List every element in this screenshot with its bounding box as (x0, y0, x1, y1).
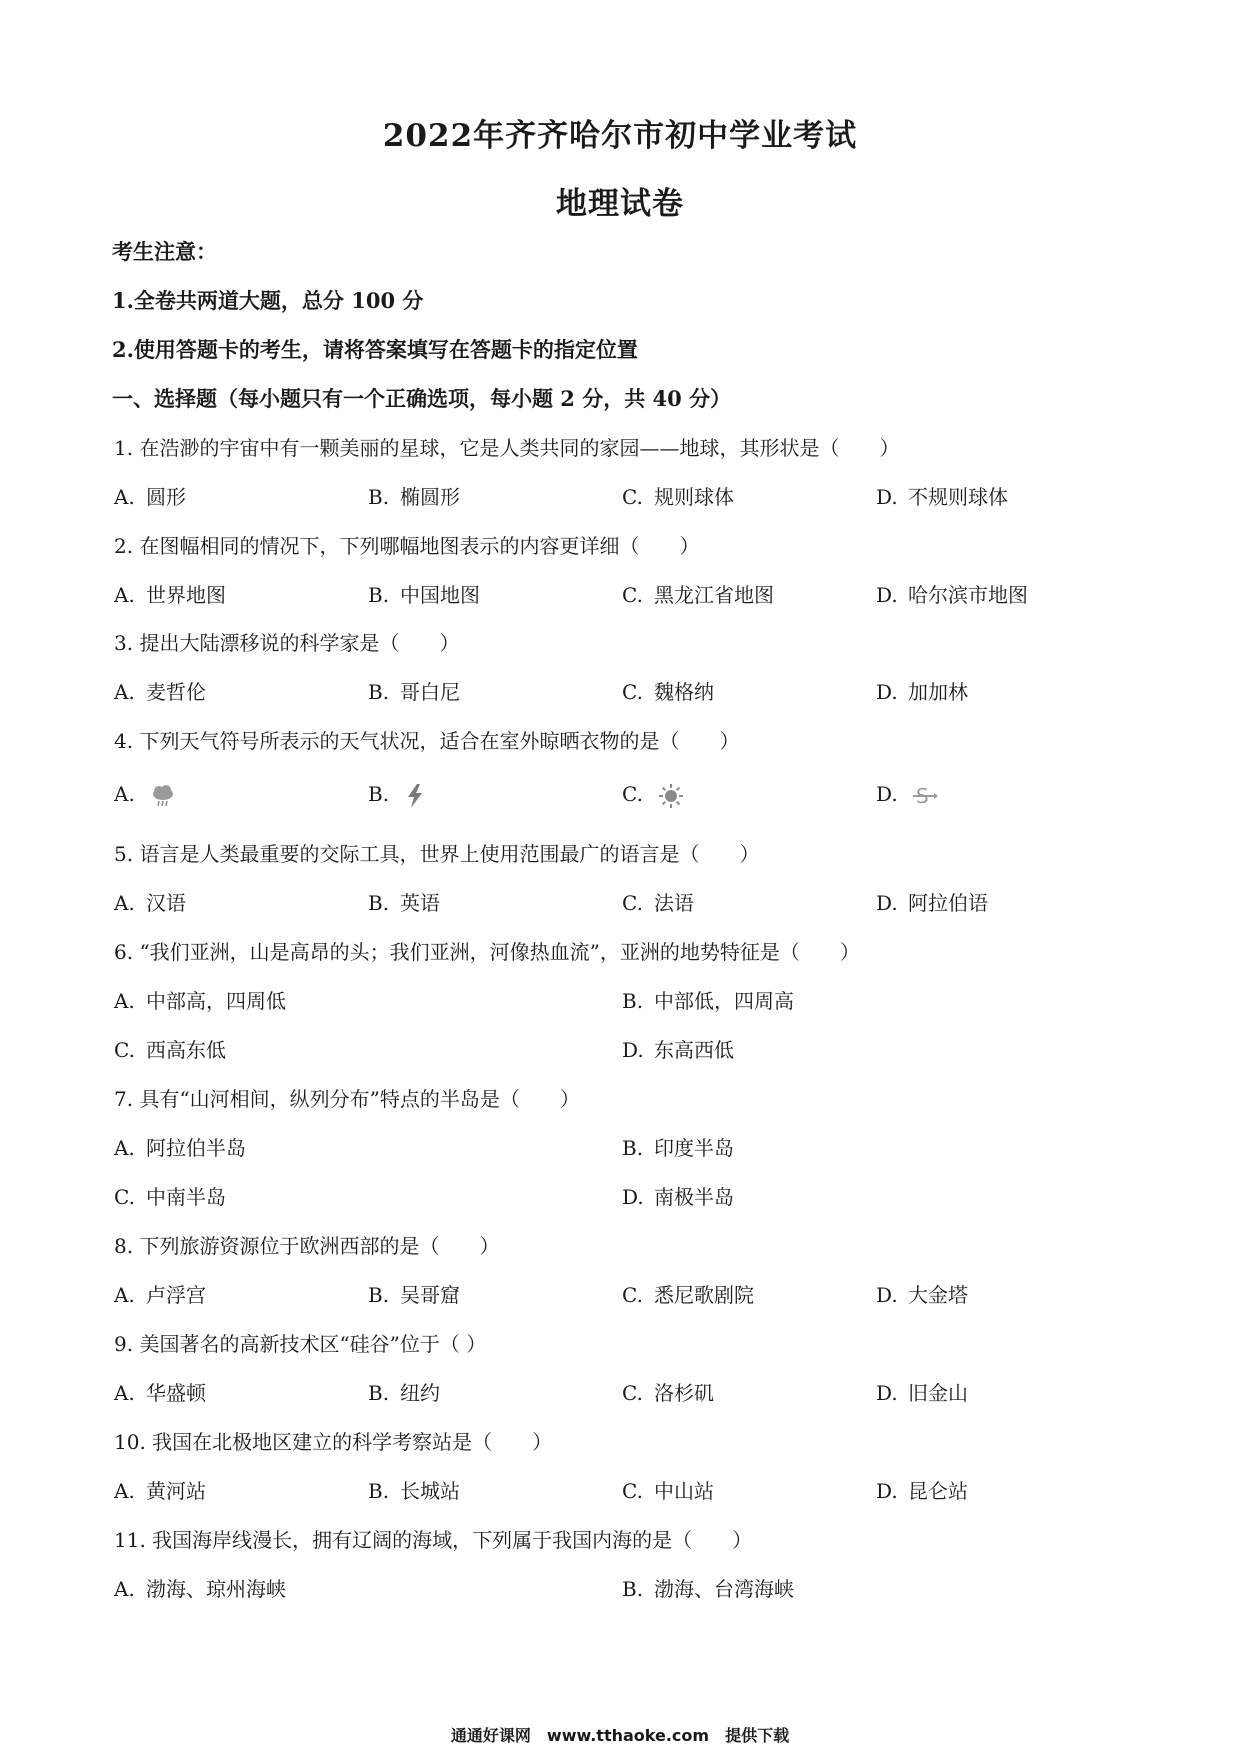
option-b[interactable] (368, 1279, 460, 1308)
option-letter: D. (876, 891, 898, 915)
question-options (114, 782, 1124, 812)
option-d[interactable] (876, 676, 968, 705)
option-b[interactable] (368, 782, 426, 809)
option-d[interactable] (876, 887, 988, 916)
option-text: 圆形 (146, 485, 186, 509)
option-a[interactable] (114, 1132, 246, 1161)
option-d[interactable] (876, 1279, 968, 1308)
option-a[interactable] (114, 676, 206, 705)
option-letter: A. (114, 680, 135, 704)
option-text: 黄河站 (146, 1479, 206, 1503)
option-letter: C. (622, 782, 643, 806)
option-letter: C. (622, 1283, 643, 1307)
option-a[interactable] (114, 782, 176, 808)
section-heading: 一、选择题（每小题只有一个正确选项，每小题 2 分，共 40 分） (112, 386, 732, 411)
question-options (114, 1034, 1124, 1064)
option-text: 大金塔 (908, 1283, 968, 1307)
option-letter: B. (368, 1381, 390, 1405)
option-letter: A. (114, 1136, 135, 1160)
option-letter: A. (114, 1577, 135, 1601)
option-letter: C. (622, 485, 643, 509)
option-letter: A. (114, 989, 135, 1013)
option-text: 南极半岛 (654, 1185, 734, 1209)
question-stem: 7. 具有“山河相间，纵列分布”特点的半岛是（ ） (114, 1087, 580, 1111)
option-letter: A. (114, 1479, 135, 1503)
option-b[interactable] (622, 985, 794, 1014)
option-text: 规则球体 (654, 485, 734, 509)
option-letter: C. (622, 680, 643, 704)
question-stem: 1. 在浩渺的宇宙中有一颗美丽的星球，它是人类共同的家园——地球，其形状是（ ） (114, 436, 900, 460)
question-stem: 2. 在图幅相同的情况下，下列哪幅地图表示的内容更详细（ ） (114, 534, 700, 558)
option-letter: D. (876, 782, 898, 806)
option-letter: D. (876, 485, 898, 509)
option-b[interactable] (368, 887, 440, 916)
option-text: 法语 (654, 891, 694, 915)
option-letter: A. (114, 891, 135, 915)
option-text: 不规则球体 (908, 485, 1008, 509)
option-letter: B. (622, 1136, 644, 1160)
option-letter: D. (622, 1038, 644, 1062)
question-options (114, 676, 1124, 706)
rain-cloud-icon (150, 784, 176, 808)
option-c[interactable] (622, 579, 774, 608)
option-c[interactable] (622, 676, 714, 705)
option-d[interactable] (876, 481, 1008, 510)
option-text: 印度半岛 (654, 1136, 734, 1160)
option-letter: B. (368, 1283, 390, 1307)
question-stem: 10. 我国在北极地区建立的科学考察站是（ ） (114, 1430, 553, 1454)
option-b[interactable] (622, 1132, 734, 1161)
option-text: 中国地图 (400, 583, 480, 607)
option-letter: D. (876, 1283, 898, 1307)
option-text: 悉尼歌剧院 (654, 1283, 754, 1307)
option-c[interactable] (622, 782, 684, 809)
option-a[interactable] (114, 1377, 206, 1406)
notice-item-1: 1.全卷共两道大题，总分 100 分 (112, 288, 424, 313)
option-letter: B. (368, 485, 390, 509)
option-b[interactable] (368, 481, 460, 510)
option-c[interactable] (622, 1279, 754, 1308)
option-letter: A. (114, 1381, 135, 1405)
question-options (114, 1377, 1124, 1407)
option-text: 洛杉矶 (654, 1381, 714, 1405)
option-text: 卢浮宫 (146, 1283, 206, 1307)
option-c[interactable] (622, 481, 734, 510)
exam-title: 2022年齐齐哈尔市初中学业考试 (382, 118, 858, 154)
option-text: 中部低，四周高 (654, 989, 794, 1013)
option-letter: D. (876, 1479, 898, 1503)
option-c[interactable] (114, 1034, 226, 1063)
option-text: 魏格纳 (654, 680, 714, 704)
option-letter: B. (622, 1577, 644, 1601)
option-letter: B. (622, 989, 644, 1013)
option-letter: A. (114, 485, 135, 509)
question-stem: 11. 我国海岸线漫长，拥有辽阔的海域，下列属于我国内海的是（ ） (114, 1528, 753, 1552)
option-text: 中山站 (654, 1479, 714, 1503)
question-options (114, 481, 1124, 511)
option-text: 吴哥窟 (400, 1283, 460, 1307)
option-a[interactable] (114, 1573, 286, 1602)
option-letter: D. (876, 1381, 898, 1405)
option-text: 渤海、台湾海峡 (654, 1577, 794, 1601)
question-options (114, 985, 1124, 1015)
option-a[interactable] (114, 481, 186, 510)
question-options (114, 1132, 1124, 1162)
option-d[interactable] (876, 1377, 968, 1406)
question-options (114, 1475, 1124, 1505)
option-d[interactable] (876, 1475, 968, 1504)
option-b[interactable] (622, 1573, 794, 1602)
option-text: 椭圆形 (400, 485, 460, 509)
option-text: 中南半岛 (146, 1185, 226, 1209)
option-text: 世界地图 (146, 583, 226, 607)
option-d[interactable] (622, 1181, 734, 1210)
option-text: 阿拉伯语 (908, 891, 988, 915)
option-b[interactable] (368, 1475, 460, 1504)
question-stem: 5. 语言是人类最重要的交际工具，世界上使用范围最广的语言是（ ） (114, 842, 760, 866)
option-text: 阿拉伯半岛 (146, 1136, 246, 1160)
option-b[interactable] (368, 1377, 440, 1406)
question-stem: 3. 提出大陆漂移说的科学家是（ ） (114, 631, 460, 655)
option-letter: D. (876, 680, 898, 704)
option-c[interactable] (622, 1475, 714, 1504)
option-letter: D. (622, 1185, 644, 1209)
option-letter: B. (368, 680, 390, 704)
lightning-icon (404, 783, 426, 809)
notice-item-2: 2.使用答题卡的考生，请将答案填写在答题卡的指定位置 (112, 337, 638, 362)
option-letter: B. (368, 782, 390, 806)
option-text: 英语 (400, 891, 440, 915)
option-d[interactable] (876, 579, 1028, 608)
option-a[interactable] (114, 1475, 206, 1504)
option-a[interactable] (114, 887, 186, 916)
option-text: 哈尔滨市地图 (908, 583, 1028, 607)
option-letter: B. (368, 1479, 390, 1503)
option-text: 昆仑站 (908, 1479, 968, 1503)
option-text: 渤海、琼州海峡 (146, 1577, 286, 1601)
option-text: 旧金山 (908, 1381, 968, 1405)
question-stem: 4. 下列天气符号所表示的天气状况，适合在室外晾晒衣物的是（ ） (114, 729, 740, 753)
question-stem: 9. 美国著名的高新技术区“硅谷”位于（ ） (114, 1332, 487, 1356)
option-b[interactable] (368, 676, 460, 705)
option-text: 纽约 (400, 1381, 440, 1405)
option-text: 汉语 (146, 891, 186, 915)
option-b[interactable] (368, 579, 480, 608)
option-text: 华盛顿 (146, 1381, 206, 1405)
option-letter: C. (114, 1038, 135, 1062)
option-a[interactable] (114, 985, 286, 1014)
option-text: 哥白尼 (400, 680, 460, 704)
option-c[interactable] (622, 1377, 714, 1406)
option-text: 麦哲伦 (146, 680, 206, 704)
option-letter: A. (114, 782, 135, 806)
option-text: 西高东低 (146, 1038, 226, 1062)
question-options (114, 579, 1124, 609)
footer-watermark: 通通好课网 www.tthaoke.com 提供下载 (450, 1726, 790, 1745)
option-a[interactable] (114, 579, 226, 608)
question-options (114, 887, 1124, 917)
option-text: 东高西低 (654, 1038, 734, 1062)
option-letter: C. (622, 891, 643, 915)
notice-heading: 考生注意： (112, 239, 217, 264)
question-stem: 6. “我们亚洲，山是高昂的头；我们亚洲，河像热血流”，亚洲的地势特征是（ ） (114, 940, 860, 964)
option-d[interactable] (876, 782, 938, 809)
question-stem: 8. 下列旅游资源位于欧洲西部的是（ ） (114, 1234, 500, 1258)
question-options (114, 1279, 1124, 1309)
option-letter: D. (876, 583, 898, 607)
sandstorm-icon (912, 783, 938, 809)
option-letter: B. (368, 583, 390, 607)
sun-icon (658, 783, 684, 809)
option-letter: B. (368, 891, 390, 915)
option-a[interactable] (114, 1279, 206, 1308)
exam-subtitle: 地理试卷 (556, 186, 684, 222)
option-text: 长城站 (400, 1479, 460, 1503)
option-letter: C. (114, 1185, 135, 1209)
option-letter: C. (622, 583, 643, 607)
option-c[interactable] (114, 1181, 226, 1210)
svg-text:S: S (916, 783, 929, 808)
option-letter: C. (622, 1381, 643, 1405)
option-text: 中部高，四周低 (146, 989, 286, 1013)
option-c[interactable] (622, 887, 694, 916)
option-letter: A. (114, 1283, 135, 1307)
option-text: 加加林 (908, 680, 968, 704)
option-letter: A. (114, 583, 135, 607)
question-options (114, 1573, 1124, 1603)
question-options (114, 1181, 1124, 1211)
option-letter: C. (622, 1479, 643, 1503)
option-d[interactable] (622, 1034, 734, 1063)
option-text: 黑龙江省地图 (654, 583, 774, 607)
